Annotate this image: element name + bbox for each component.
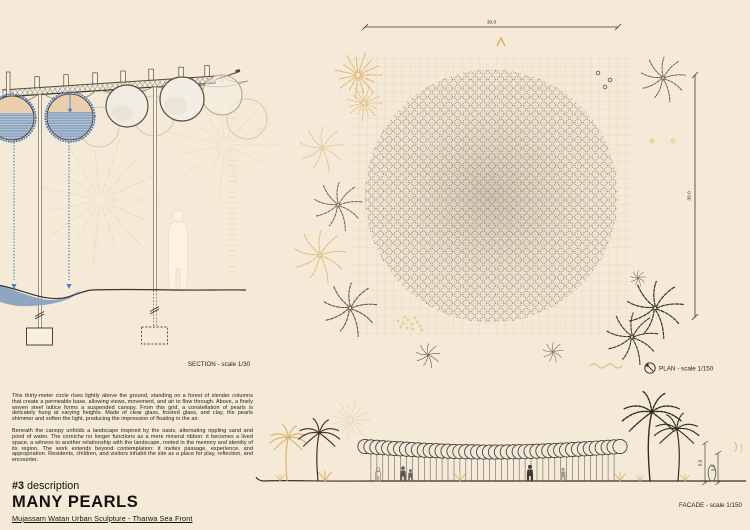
facade-scale-label: FACADE - scale 1/150	[679, 502, 742, 509]
section-scale-label: SECTION - scale 1/30	[187, 361, 251, 368]
section-person-silhouette	[168, 211, 187, 291]
project-title: MANY PEARLS	[12, 493, 139, 511]
description-number: #3	[12, 480, 25, 492]
north-arrow-icon	[645, 363, 655, 373]
description-block	[12, 394, 253, 470]
facade-dim-clear-height: 3.0	[710, 464, 716, 472]
description-paragraph-2: Beneath the canopy unfolds a landscape inspired by the oasis, alternating rippling sand and pond of water. The corniche no longer functions as a mere mineral ribbon: it becomes a lived space, a witness to another relationship with the landscape, rooted in the memory and identity of its region. The work extends beyond contemplation: it invites passage, experience, and appropriation. Residents, children, and visitors inhabit the site as a place for play, reflection, and encounter.	[12, 428, 253, 464]
facade-palm-trees	[270, 392, 699, 481]
facade-pearl-canopy	[358, 439, 627, 459]
description-number-label: description	[27, 480, 80, 492]
project-subtitle: Mujassam Watan Urban Sculpture - Tharwa Sea Front	[12, 514, 193, 523]
description-paragraph-1: This thirty-meter circle rises lightly above the ground, standing on a forest of slender columns that create a permeable base, allowing views, movement, and air to flow through. Above, a finely woven steel lattice forms a suspended canopy. From this grid, a constellation of pearls is delicately hung at varying heights. Made of clear glass, frosted glass, and clay, the pearls shimmer and soften the light, producing the impression of floating in the air.	[12, 393, 253, 423]
facade-dim-canopy-height: 5.0	[697, 459, 703, 467]
plan-drawing	[290, 15, 750, 380]
facade-ground-line	[256, 477, 746, 481]
column-break-marks	[35, 307, 159, 320]
facade-dimensions	[698, 441, 722, 485]
plan-dimension-height	[687, 72, 699, 320]
plan-dim-height-value: 30.0	[687, 191, 693, 201]
section-columns	[27, 87, 168, 345]
plan-dim-width-value: 30.0	[486, 20, 497, 26]
title-block	[12, 480, 193, 523]
section-ground	[0, 286, 246, 307]
section-drawing	[0, 40, 280, 380]
description-number-line	[12, 480, 193, 492]
facade-drawing	[255, 390, 750, 530]
plan-center-shading	[365, 70, 618, 323]
plan-dimension-width	[362, 20, 621, 31]
plan-scale-label: PLAN - scale 1/150	[659, 365, 714, 373]
